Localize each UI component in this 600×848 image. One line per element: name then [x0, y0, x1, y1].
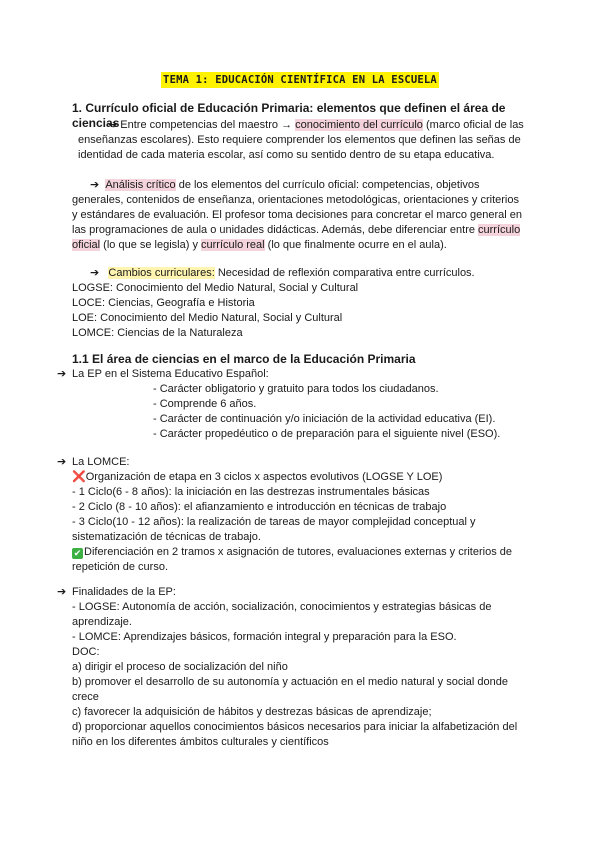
paragraph-1: ➔ Entre competencias del maestro → conocimiento del currículo (marco oficial de las enseñanzas escolares). Esto requiere comprender los elementos que definen las señas de identidad de cada materia escolar, así como su sentido dentro de su etapa educativa.	[78, 119, 524, 161]
arrow-icon: ➔	[90, 179, 100, 191]
lomce-block: ➔ La LOMCE: ❌Organización de etapa en 3 ciclos x aspectos evolutivos (LOGSE Y LOE) - 1 Ciclo(6 - 8 años): la iniciación en las destrezas instrumentales básicas - 2 Ciclo (8 - 10 años): el afianzamiento e introducción en técnicas de trabajo - 3 Ciclo(10 - 12 años): la realización de tareas de mayor complejidad conceptual y sistematización de técnicas de trabajo. ✔ Diferenciación en 2 tramos x asignación de tutores, evaluaciones externas y criterios de repetición de curso.	[57, 456, 513, 573]
section-1-heading: 1. Currículo oficial de Educación Primaria: elementos que definen el área de ciencias	[72, 101, 506, 130]
highlight-conocimiento: conocimiento del currículo	[295, 119, 423, 131]
highlight-cambios: Cambios curriculares:	[108, 267, 215, 279]
arrow-icon: ➔	[57, 368, 67, 380]
check-icon: ✔	[73, 548, 82, 558]
section-1-1-heading: 1.1 El área de ciencias en el marco de la Educación Primaria	[72, 352, 416, 366]
finalidades-block: ➔ Finalidades de la EP: - LOGSE: Autonomía de acción, socialización, conocimientos y estrategias básicas de aprendizaje. - LOMCE: Aprendizajes básicos, formación integral y preparación para la ESO. DOC: a) dirigir el proceso de socialización del niño b) promover el desarrollo de su autonomía y actuación en el medio natural y social donde crece c) favorecer la adquisición de hábitos y destrezas básicas de aprendizaje; d) proporcionar aquellos conocimientos básicos necesarios para iniciar la alfabetización del niño en los diferentes ámbitos culturales y científicos	[57, 586, 518, 748]
law-line: LOCE: Ciencias, Geografía e Historia	[72, 297, 255, 309]
law-line: LOE: Conocimiento del Medio Natural, Social y Cultural	[72, 312, 343, 324]
law-line: LOMCE: Ciencias de la Naturaleza	[72, 327, 243, 339]
paragraph-2: ➔ Análisis crítico de los elementos del currículo oficial: competencias, objetivos generales, contenidos de enseñanza, orientaciones metodológicas, orientaciones y criterios y estándares de evaluación. El profesor toma decisiones para concretar el marco general en las programaciones de aula o unidades didácticas. Además, debe diferenciar entre currículo oficial (lo que se legisla) y currículo real (lo que finalmente ocurre en el aula).	[72, 179, 523, 251]
title-wrap	[0, 72, 600, 88]
list-item: - Comprende 6 años.	[153, 398, 257, 410]
arrow-icon: ➔	[57, 586, 67, 598]
arrow-icon: ➔	[57, 456, 67, 468]
highlight-analisis: Análisis crítico	[105, 179, 176, 191]
list-item: - Carácter obligatorio y gratuito para todos los ciudadanos.	[153, 383, 439, 395]
list-item: - Carácter propedéutico o de preparación para el siguiente nivel (ESO).	[153, 428, 501, 440]
cross-icon: ❌	[72, 471, 86, 483]
paragraph-3: ➔ Cambios curriculares: Necesidad de reflexión comparativa entre currículos. LOGSE: Conocimiento del Medio Natural, Social y Cultural LOCE: Ciencias, Geografía e Historia LOE: Conocimiento del Medio Natural, Social y Cultural LOMCE: Ciencias de la Naturaleza	[72, 266, 552, 341]
list-item: - Carácter de continuación y/o iniciación de la actividad educativa (EI).	[153, 413, 496, 425]
highlight-curriculo-real: currículo real	[201, 239, 265, 251]
arrow-icon: ➔	[90, 267, 100, 279]
ep-block: ➔ La EP en el Sistema Educativo Español: - Carácter obligatorio y gratuito para todos los ciudadanos. - Comprende 6 años. - Carácter de continuación y/o iniciación de la actividad educativa (EI). - Carácter propedéutico o de preparación para el siguiente nivel (ESO).	[57, 367, 537, 442]
page-title: TEMA 1: EDUCACIÓN CIENTÍFICA EN LA ESCUELA	[163, 74, 437, 86]
law-line: LOGSE: Conocimiento del Medio Natural, Social y Cultural	[72, 282, 359, 294]
